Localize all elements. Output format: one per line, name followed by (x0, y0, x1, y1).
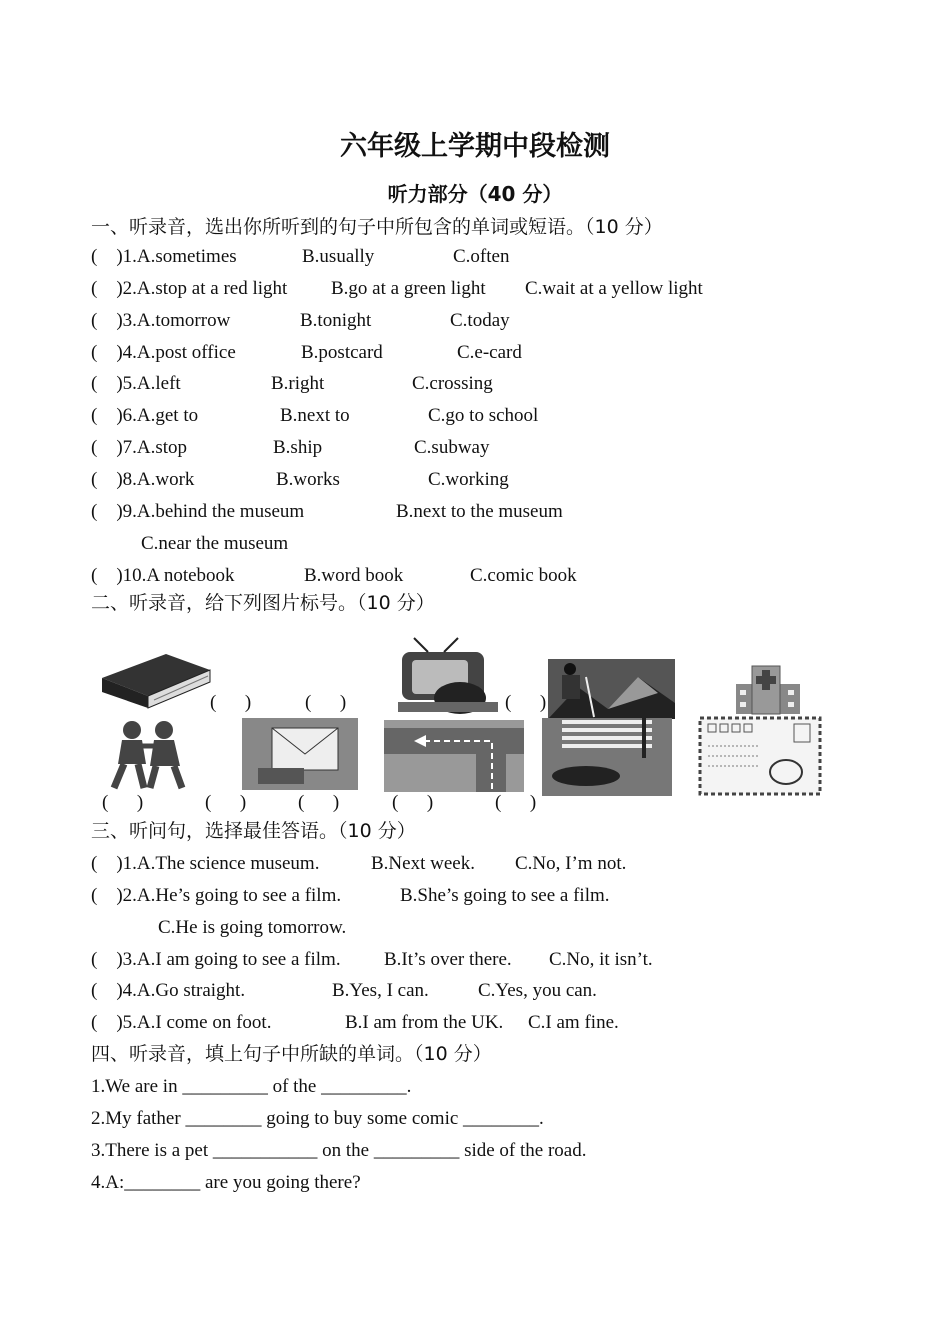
option-text: ( )4.A.post office (91, 342, 236, 363)
option-text: ( )3.A.tomorrow (91, 310, 231, 331)
picture-blank: ( ) (102, 792, 144, 813)
section-4-heading: 四、听录音，填上句子中所缺的单词。（10 分） (91, 1043, 492, 1065)
option-text: ( )3.A.I am going to see a film. (91, 949, 341, 970)
option-text: C.near the museum (141, 533, 289, 554)
postcard-picture (698, 716, 822, 796)
option-text: B.Next week. (371, 853, 475, 874)
picture-blank: ( ) (205, 792, 247, 813)
option-text: B.She’s going to see a film. (400, 885, 610, 906)
option-text: C.No, it isn’t. (549, 949, 653, 970)
fill-line: 4.A:________ are you going there? (91, 1172, 361, 1193)
option-text: C.e-card (457, 342, 522, 363)
envelope-picture (242, 718, 358, 790)
option-text: ( )2.A.He’s going to see a film. (91, 885, 342, 906)
children-walking-picture (100, 720, 194, 790)
option-text: ( )10.A notebook (91, 565, 235, 586)
picture-blank: ( ) (305, 692, 347, 713)
option-text: C.crossing (412, 373, 493, 394)
option-text: ( )7.A.stop (91, 437, 188, 458)
option-text: B.It’s over there. (384, 949, 512, 970)
option-text: C.Yes, you can. (478, 980, 597, 1001)
crosswalk-picture (542, 718, 672, 796)
option-text: ( )2.A.stop at a red light (91, 278, 288, 299)
road-turn-picture (384, 720, 524, 792)
option-text: B.right (271, 373, 325, 394)
option-text: B.Yes, I can. (332, 980, 429, 1001)
option-text: B.works (276, 469, 340, 490)
fill-line: 3.There is a pet ___________ on the _________ side of the road. (91, 1140, 587, 1161)
option-text: ( )5.A.I come on foot. (91, 1012, 272, 1033)
option-text: C.subway (414, 437, 490, 458)
option-text: ( )6.A.get to (91, 405, 199, 426)
option-text: B.next to (280, 405, 350, 426)
book-picture (96, 648, 212, 710)
tv-picture (388, 636, 508, 716)
option-text: ( )8.A.work (91, 469, 195, 490)
hospital-picture (722, 660, 812, 716)
picture-blank: ( ) (298, 792, 340, 813)
fill-line: 1.We are in _________ of the _________. (91, 1076, 412, 1097)
option-text: ( )1.A.The science museum. (91, 853, 320, 874)
option-text: B.go at a green light (331, 278, 486, 299)
picture-blank: ( ) (505, 692, 547, 713)
option-text: C.I am fine. (528, 1012, 619, 1033)
section-subtitle: 听力部分（40 分） (387, 182, 563, 206)
option-text: B.word book (304, 565, 404, 586)
option-text: ( )9.A.behind the museum (91, 501, 305, 522)
option-text: ( )4.A.Go straight. (91, 980, 246, 1001)
picture-blank: ( ) (392, 792, 434, 813)
option-text: C.working (428, 469, 509, 490)
section-3-heading: 三、听问句，选择最佳答语。（10 分） (91, 820, 416, 842)
option-text: B.usually (302, 246, 375, 267)
option-text: C.wait at a yellow light (525, 278, 703, 299)
option-text: ( )1.A.sometimes (91, 246, 237, 267)
option-text: C.No, I’m not. (515, 853, 627, 874)
option-text: B.ship (273, 437, 323, 458)
option-text: B.tonight (300, 310, 372, 331)
fill-line: 2.My father ________ going to buy some comic ________. (91, 1108, 544, 1129)
picture-blank: ( ) (495, 792, 537, 813)
option-text: B.postcard (301, 342, 383, 363)
option-text: B.next to the museum (396, 501, 563, 522)
option-text: C.comic book (470, 565, 577, 586)
option-text: C.He is going tomorrow. (158, 917, 347, 938)
option-text: ( )5.A.left (91, 373, 181, 394)
hiking-picture (548, 659, 675, 719)
section-2-heading: 二、听录音，给下列图片标号。（10 分） (91, 592, 435, 614)
picture-blank: ( ) (210, 692, 252, 713)
section-1-heading: 一、听录音，选出你所听到的句子中所包含的单词或短语。（10 分） (91, 216, 663, 238)
option-text: C.often (453, 246, 510, 267)
option-text: C.go to school (428, 405, 539, 426)
option-text: B.I am from the UK. (345, 1012, 504, 1033)
page-title: 六年级上学期中段检测 (340, 131, 610, 162)
option-text: C.today (450, 310, 510, 331)
